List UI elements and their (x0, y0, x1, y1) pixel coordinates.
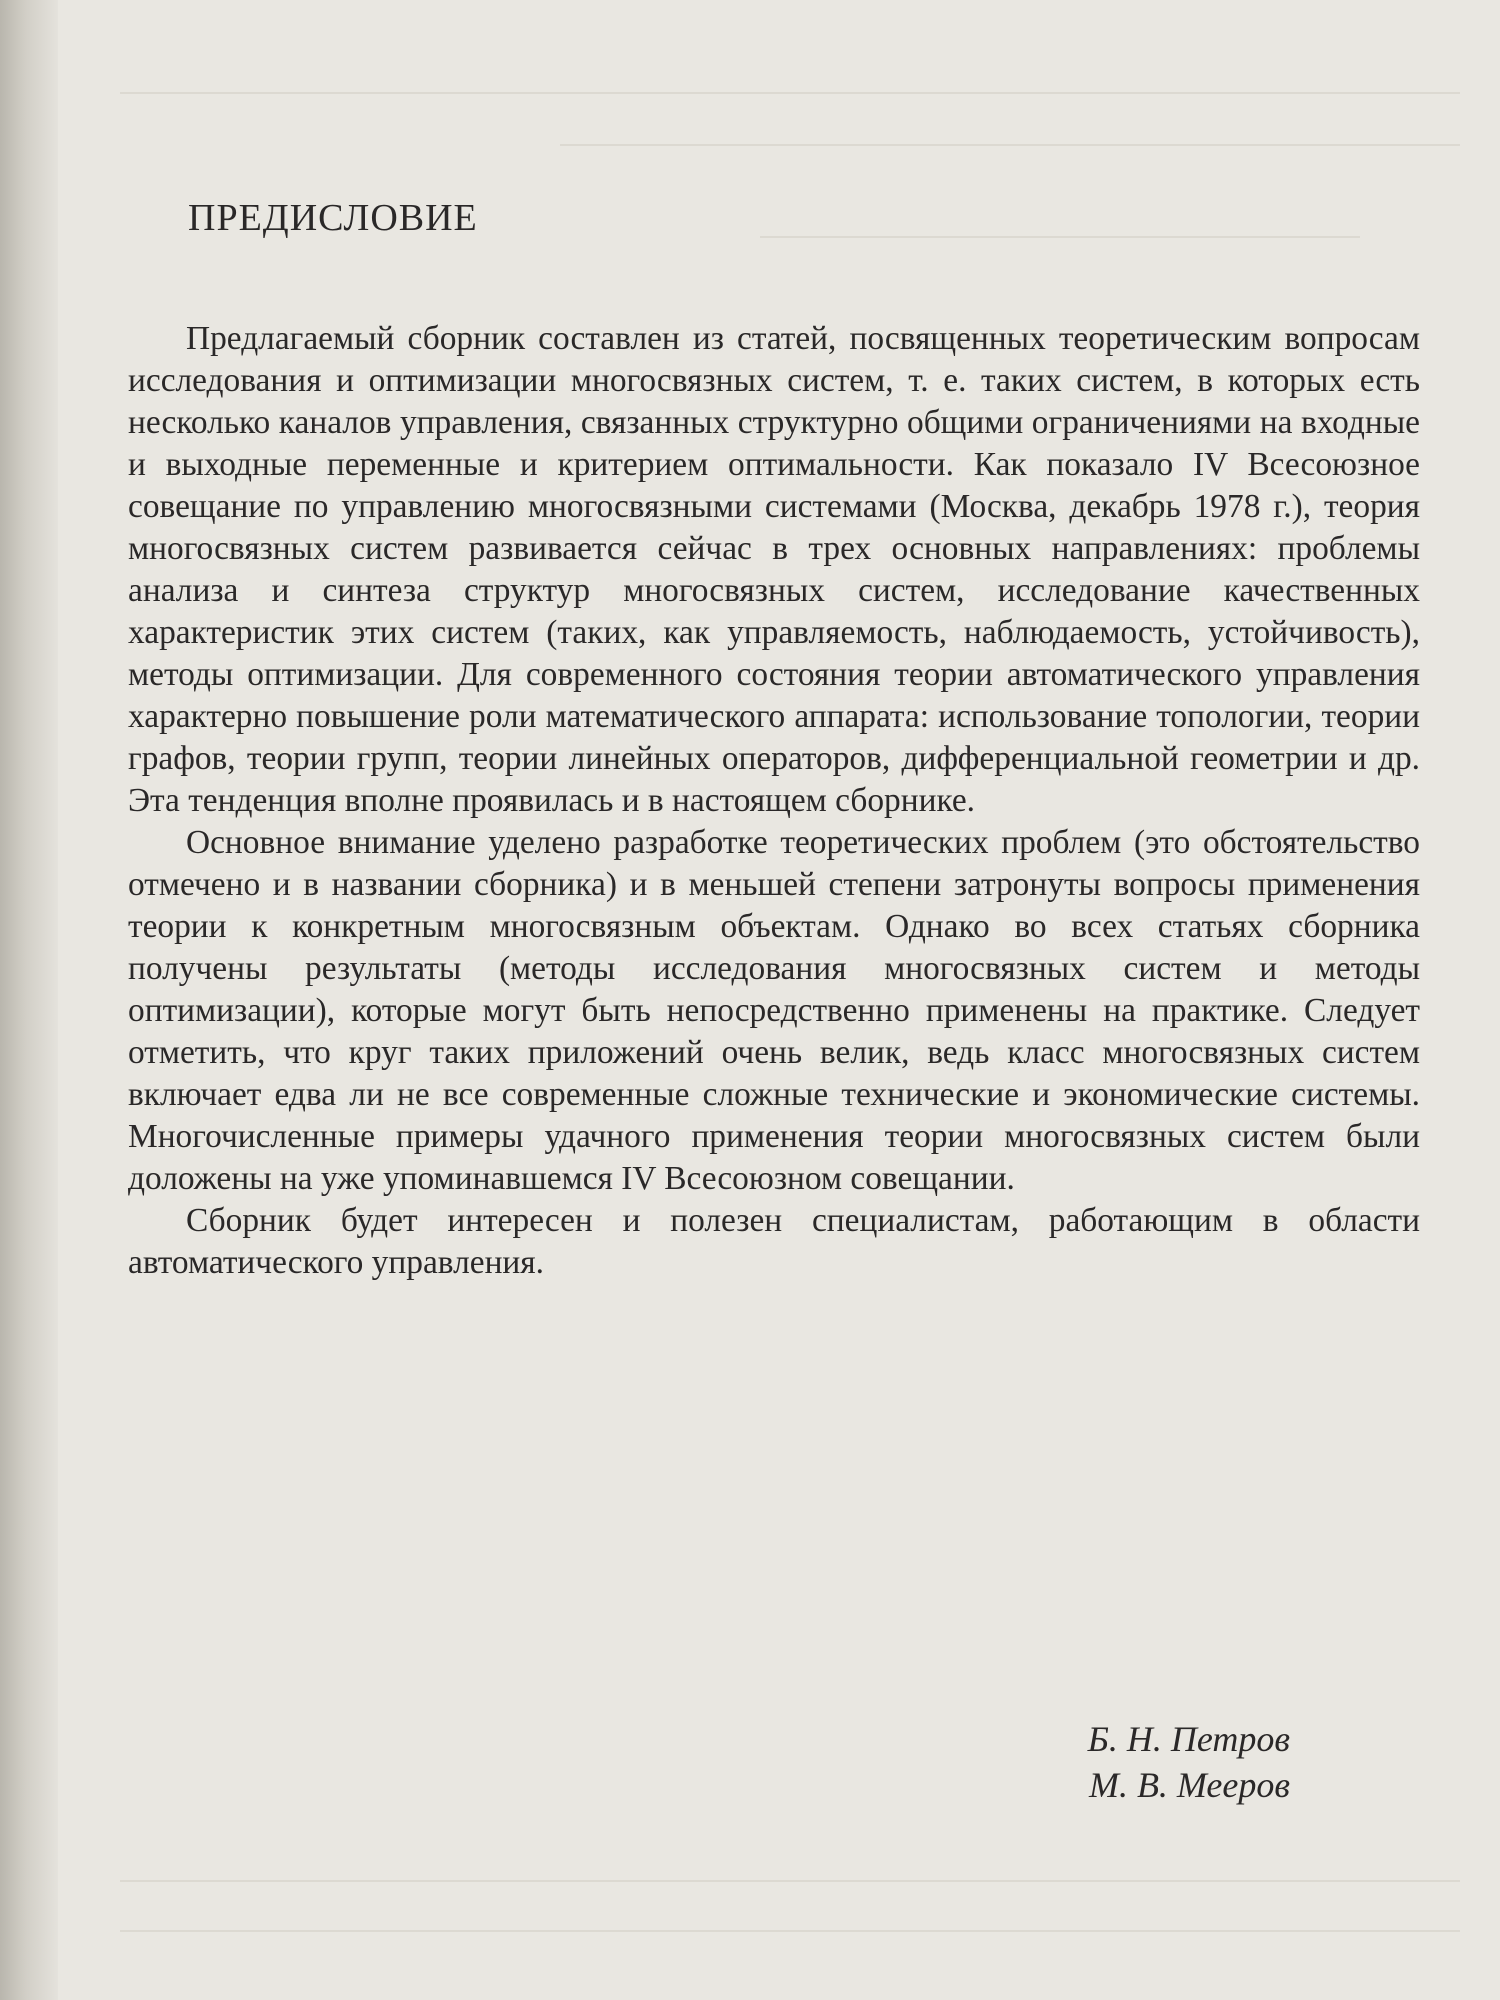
paragraph: Основное внимание уделено разработке теоретических проблем (это обстоятельство отмечено и в названии сборника) и в меньшей степени затронуты вопросы применения теории к конкретным многосвязным объектам. Однако во всех статьях сборника получены результаты (методы исследования многосвязных систем и методы оптимизации), которые могут быть непосредственно применены на практике. Следует отметить, что круг таких приложений очень велик, ведь класс многосвязных систем включает едва ли не все современные сложные технические и экономические системы. Многочисленные примеры удачного применения теории многосвязных систем были доложены на уже упоминавшемся IV Всесоюзном совещании. (128, 824, 1420, 1197)
signature-author-2: М. В. Мееров (1088, 1765, 1290, 1805)
paragraph: Сборник будет интересен и полезен специалистам, работающим в области автоматического управления. (128, 1202, 1420, 1281)
signature-author-1: Б. Н. Петров (1087, 1719, 1290, 1759)
page-title: ПРЕДИСЛОВИЕ (188, 197, 478, 239)
preface-body (128, 318, 1420, 1284)
paragraph: Предлагаемый сборник составлен из статей, посвященных теоретическим вопросам исследования и оптимизации многосвязных систем, т. е. таких систем, в которых есть несколько каналов управления, связанных структурно общими ограничениями на входные и выходные переменные и критерием оптимальности. Как показало IV Всесоюзное совещание по управлению многосвязными системами (Москва, декабрь 1978 г.), теория многосвязных систем развивается сейчас в трех основных направлениях: проблемы анализа и синтеза структур многосвязных систем, исследование качественных характеристик этих систем (таких, как управляемость, наблюдаемость, устойчивость), методы оптимизации. Для современного состояния теории автоматического управления характерно повышение роли математического аппарата: использование топологии, теории графов, теории групп, теории линейных операторов, дифференциальной геометрии и др. Эта тенденция вполне проявилась и в настоящем сборнике. (128, 320, 1420, 819)
